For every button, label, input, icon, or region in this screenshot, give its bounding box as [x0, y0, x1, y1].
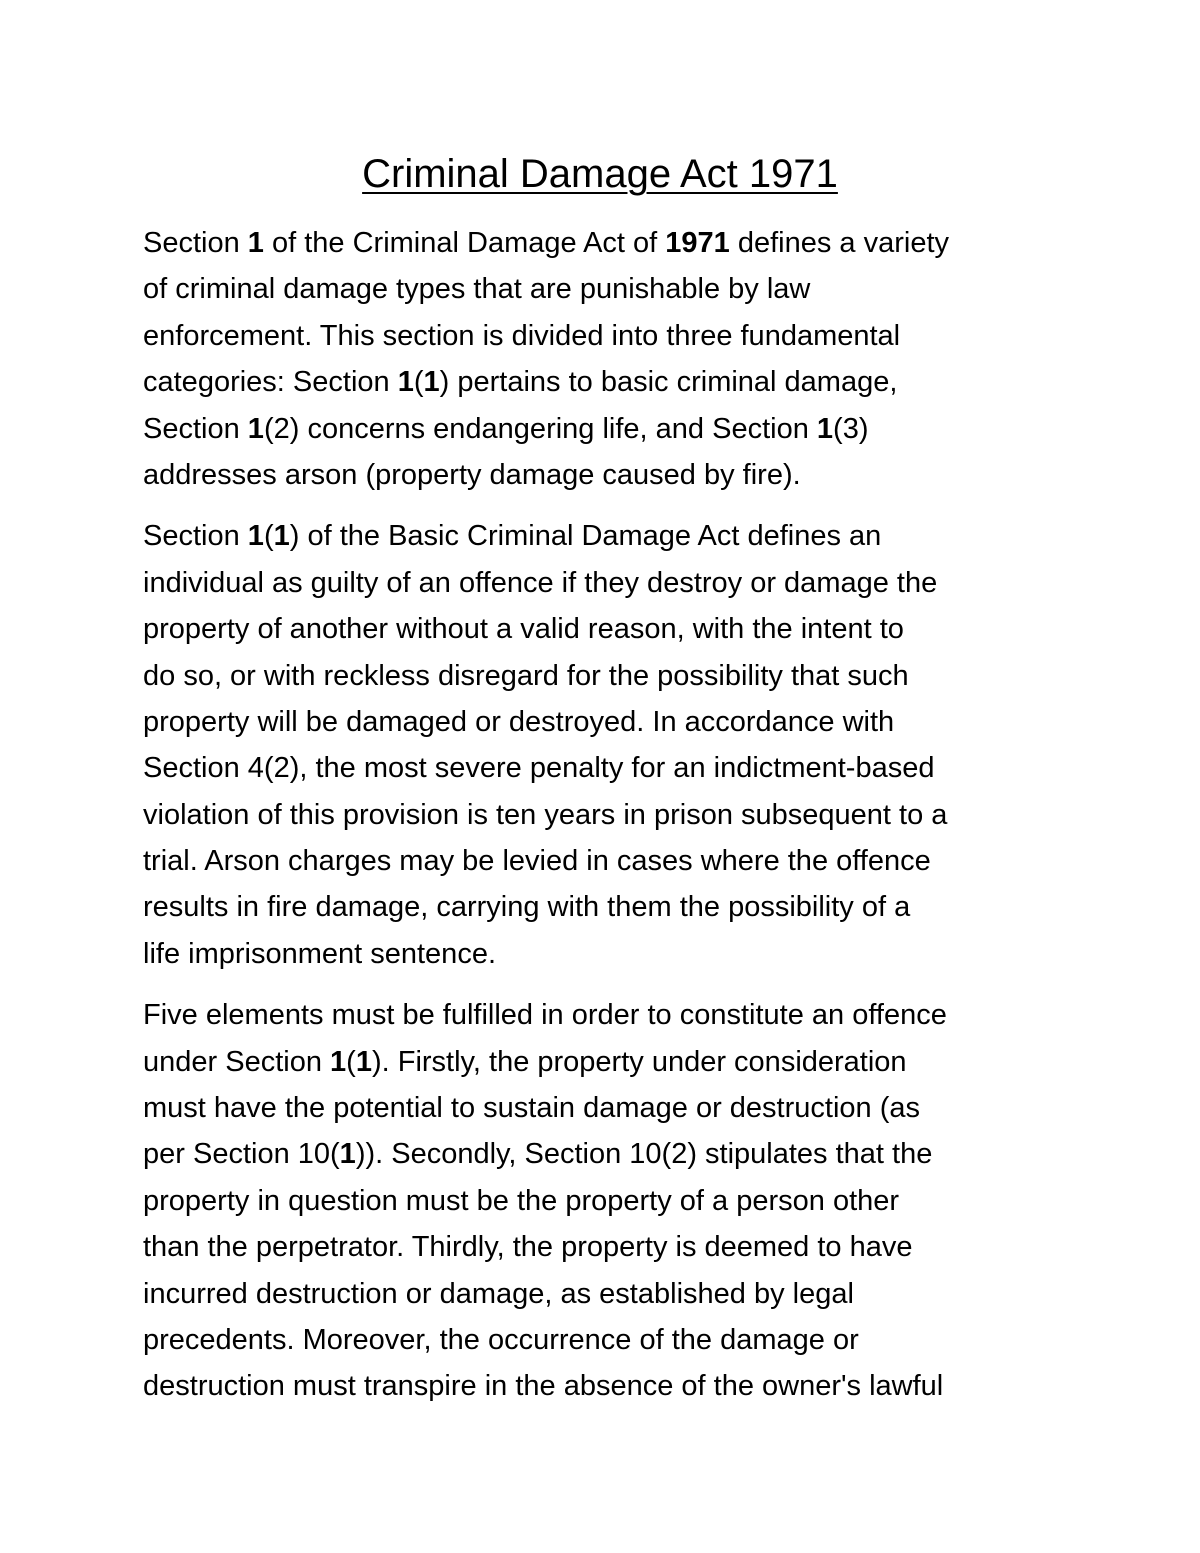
text-line [143, 699, 1073, 745]
text-run: trial. Arson charges may be levied in cases where the offence [143, 845, 931, 878]
text-run: Section [143, 412, 248, 445]
text-run: property will be damaged or destroyed. In accordance with [143, 705, 895, 738]
text-run: Section [143, 227, 248, 259]
bold-text-run: 1 [397, 366, 414, 399]
bold-text-run: 1 [330, 1045, 347, 1078]
text-run: ( [346, 1045, 356, 1078]
text-line [143, 884, 1073, 930]
text-line [143, 653, 1073, 699]
text-line [143, 1317, 1073, 1363]
text-line [143, 266, 1073, 312]
body-paragraph [143, 992, 1073, 1410]
text-run: )). Secondly, Section 10(2) stipulates that the [355, 1138, 933, 1171]
bold-text-run: 1 [247, 520, 264, 553]
text-run: do so, or with reckless disregard for the possibility that such [143, 659, 909, 692]
text-line [143, 792, 1073, 838]
text-run: defines a variety [729, 227, 950, 259]
text-line [143, 220, 1073, 266]
text-line [143, 745, 1073, 791]
text-run: Five elements must be fulfilled in order to constitute an offence [143, 999, 947, 1032]
bold-text-run: 1 [423, 366, 440, 399]
text-run: violation of this provision is ten years in prison subsequent to a [143, 798, 948, 831]
text-run: precedents. Moreover, the occurrence of the damage or [143, 1323, 859, 1356]
text-line [143, 359, 1073, 405]
text-line [143, 1178, 1073, 1224]
text-run: addresses arson (property damage caused by fire). [143, 458, 801, 491]
text-run: of the Criminal Damage Act of [263, 227, 666, 259]
text-line [143, 1271, 1073, 1317]
body-paragraph [143, 513, 1073, 977]
text-line [143, 560, 1073, 606]
text-run: under Section [143, 1045, 331, 1078]
bold-text-run: 1 [247, 227, 264, 259]
text-line [143, 1224, 1073, 1270]
text-line [143, 406, 1073, 452]
bold-text-run: 1 [339, 1138, 356, 1171]
bold-text-run: 1 [247, 412, 264, 445]
text-run: (2) concerns endangering life, and Section [263, 412, 817, 445]
text-run: destruction must transpire in the absence of the owner's lawful [143, 1370, 944, 1403]
text-run: property of another without a valid reason, with the intent to [143, 613, 904, 646]
text-run: ). Firstly, the property under consideration [371, 1045, 907, 1078]
text-run: incurred destruction or damage, as established by legal [143, 1277, 854, 1310]
text-run: ) of the Basic Criminal Damage Act defines an [289, 520, 882, 553]
text-run: ) pertains to basic criminal damage, [439, 366, 898, 399]
text-line [143, 513, 1073, 559]
text-run: ( [263, 520, 274, 553]
text-run: per Section 10( [143, 1138, 340, 1171]
text-run: enforcement. This section is divided into three fundamental [143, 319, 901, 352]
text-run: Section 4(2), the most severe penalty for an indictment-based [143, 752, 935, 785]
text-run: ( [413, 366, 424, 399]
text-run: must have the potential to sustain damage or destruction (as [143, 1092, 920, 1125]
text-line [143, 838, 1073, 884]
text-run: individual as guilty of an offence if they destroy or damage the [143, 566, 938, 599]
text-run: of criminal damage types that are punishable by law [143, 273, 811, 306]
bold-text-run: 1 [273, 520, 290, 553]
text-line [143, 1085, 1073, 1131]
text-line [143, 1131, 1073, 1177]
bold-text-run: 1 [816, 412, 834, 445]
text-run: life imprisonment sentence. [143, 937, 496, 970]
body-paragraph [143, 220, 1073, 498]
text-run: (3) [833, 412, 869, 445]
text-run: property in question must be the property of a person other [143, 1184, 900, 1217]
document-title: Criminal Damage Act 1971 [362, 152, 838, 196]
text-run: Section [143, 520, 248, 553]
text-line [143, 452, 1073, 498]
text-line [143, 992, 1073, 1038]
bold-text-run: 1971 [665, 227, 730, 259]
text-line [143, 313, 1073, 359]
bold-text-run: 1 [355, 1045, 372, 1078]
text-line [143, 606, 1073, 652]
text-run: results in fire damage, carrying with them the possibility of a [143, 891, 911, 924]
text-run: categories: Section [143, 366, 398, 399]
text-line [143, 931, 1073, 977]
text-line [143, 1039, 1073, 1085]
document-body [143, 220, 1073, 1425]
text-line [143, 1363, 1073, 1409]
text-run: than the perpetrator. Thirdly, the property is deemed to have [143, 1231, 913, 1264]
